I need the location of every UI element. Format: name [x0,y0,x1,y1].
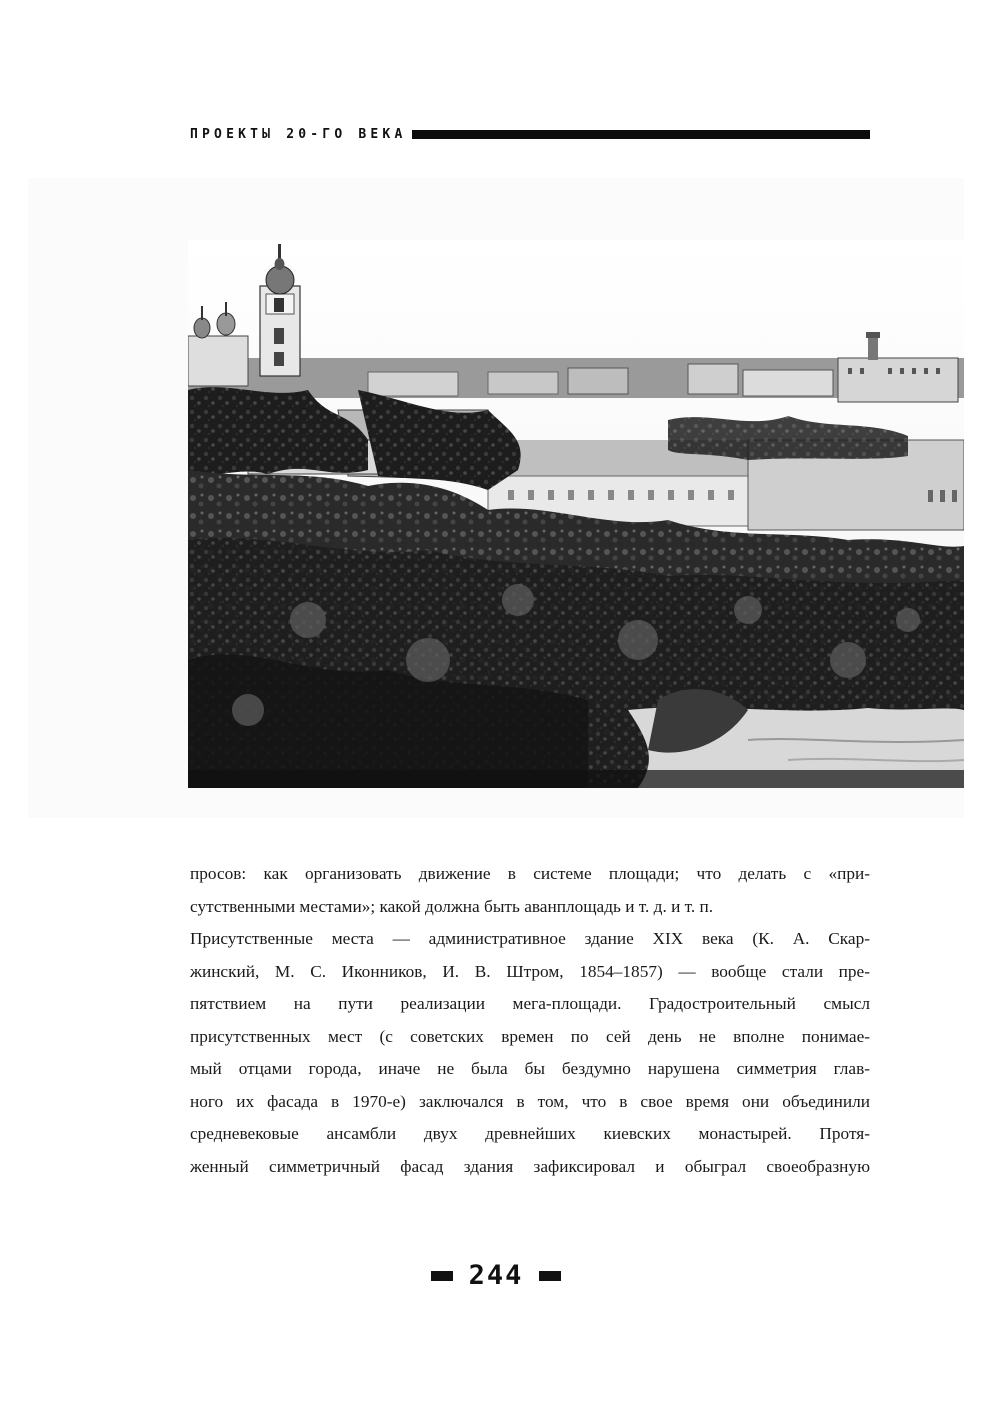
page-number-footer [0,1260,992,1291]
text-line: Присутственные места — административное здание XIX века (К. А. Скар- [190,929,870,948]
text-line: средневековые ансамбли двух древнейших киевских монастырей. Протя- [190,1124,870,1143]
text-line: мый отцами города, иначе не была бы бездумно нарушена симметрия глав- [190,1059,870,1078]
text-line: просов: как организовать движение в системе площади; что делать с «при- [190,864,870,883]
text-line: пятствием на пути реализации мега-площади. Градостроительный смысл [190,994,870,1013]
text-line: жинский, М. С. Иконников, И. В. Штром, 1854–1857) — вообще стали пре- [190,961,870,981]
folio-bar-right [539,1271,561,1281]
body-paragraph [190,858,870,1183]
historical-photo [188,240,964,788]
text-line: присутственных мест (с советских времен по сей день не вполне понимае- [190,1026,870,1046]
running-header [190,124,870,144]
city-panorama-illustration [188,240,964,788]
text-line: сутственными местами»; какой должна быть аванплощадь и т. д. и т. п. [190,896,714,916]
page-number: 244 [468,1260,524,1291]
running-title: ПРОЕКТЫ 20-ГО ВЕКА [190,126,407,142]
text-line: ного их фасада в 1970-е) заключался в том, что в свое время они объединили [190,1091,870,1111]
folio-bar-left [431,1271,453,1281]
header-rule [412,130,870,139]
text-line: женный симметричный фасад здания зафиксировал и обыграл своеобразную [190,1156,870,1176]
